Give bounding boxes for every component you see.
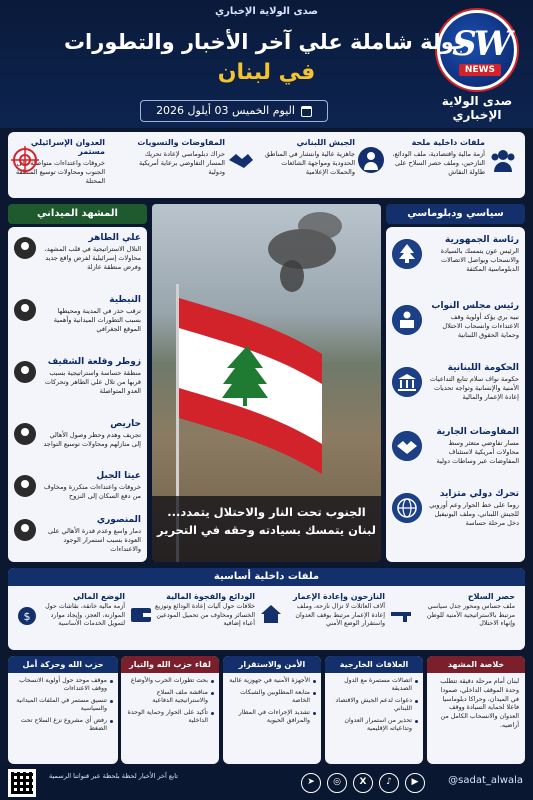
- item-text: منطقة حساسة واستراتيجية بسبب قربها من تلال علي الطاهر وتحركات العدو المتواصلة: [44, 369, 141, 395]
- item-title: تحرك دولي متزايد: [439, 489, 519, 499]
- hezbollah-tayyar-card: [121, 656, 219, 764]
- location-pin-icon: [14, 475, 36, 497]
- top-cell-text: جاهزية عالية وانتشار في المناطق الحدودية ومواجهة الشائعات والحملات الإعلامية: [264, 150, 355, 176]
- item-title: زوطر وقلعة الشقيف: [47, 357, 141, 367]
- item-title: الحكومة اللبنانية: [447, 363, 519, 373]
- list-item: دعوات لدعم الجيش والاقتصاد اللبناني: [329, 697, 418, 713]
- item-title: علي الطاهر: [88, 233, 141, 243]
- soldier-icon: [357, 146, 385, 174]
- list-item: موقف موحد حول أولوية الانسحاب ووقف الاعتداءات: [12, 677, 113, 693]
- target-icon: [11, 146, 39, 174]
- top-cell-title: المفاوضات والتسويات: [137, 138, 225, 147]
- political-card: [386, 227, 525, 562]
- list-item: اتصالات مستمرة مع الدول الصديقة: [329, 677, 418, 693]
- top-cell-title: العدوان الإسرائيلي مستمر: [30, 138, 105, 156]
- amal-header: حزب الله وحركة أمل: [8, 656, 118, 673]
- security-header: الأمن والاستقرار: [223, 656, 321, 673]
- money-bag-icon: [15, 602, 39, 626]
- summary-text: لبنان أمام مرحلة دقيقة تتطلب وحدة الموقف الداخلي، صمودا في الميدان، وحراكا دبلوماسيا فاعلا لحماية السيادة ووقف العدوان والانسحاب الكامل من أراضيه.: [440, 678, 519, 730]
- foreign-header: العلاقات الخارجية: [325, 656, 423, 673]
- item-text: أزمة مالية خانقة، نقاشات حول الموازنة، العجز، وإيجاد موارد لتمويل الخدمات الأساسية: [45, 603, 125, 627]
- item-text: تجريف وهدم وحظر وصول الأهالي إلى منازلهم ومحاولات توسيع التواجد: [43, 431, 141, 448]
- cedar-icon: [392, 239, 422, 269]
- logo-name: صدى الولاية الإخباري: [441, 94, 513, 122]
- field-item: [8, 471, 147, 501]
- page-title: جولة شاملة علي آخر الأخبار والتطورات: [63, 30, 470, 54]
- top-cell-text: خروقات واعتداءات متواصلة على الجنوب ومحاولات توسيع المنطقة المحتلة: [15, 159, 105, 185]
- list-item: تحذير من استمرار العدوان وتداعياته الإقليمية: [329, 717, 418, 733]
- list-item: متابعة المطلوبين والشبكات الخاصة: [227, 689, 316, 705]
- item-text: روما على خط الحوار وعم أوروبي للجيش اللبناني، وملف اليونيفيل دخل مرحلة حساسة: [429, 501, 519, 527]
- item-text: خلافات حول آليات إعادة الودائع وتوزيع الخسائر ومخاوف من تحميل المودعين أعباء إضافية: [155, 603, 255, 627]
- list-item: الأجهزة الأمنية في جهوزية عالية: [227, 677, 316, 685]
- page-subtitle: في لبنان: [217, 60, 316, 85]
- location-pin-icon: [14, 519, 36, 541]
- top-brand: صدى الولاية الإخباري: [214, 6, 319, 17]
- field-header: المشهد الميداني: [8, 204, 147, 224]
- internal-files: [8, 568, 525, 650]
- top-cell-army: [255, 138, 355, 194]
- wallet-icon: [129, 602, 153, 626]
- item-title: حصر السلاح: [467, 592, 515, 601]
- political-item: [386, 489, 525, 527]
- item-text: ملف حساس ومحور جدل سياسي مرتبط بالاستراتيجية الأمنية للوطن وإنهاء الاحتلال: [426, 603, 515, 627]
- date-box: [140, 100, 328, 122]
- item-text: الرئيس عون يتمسك بالسيادة والانسحاب ويواصل الاتصالات الدبلوماسية المكثفة: [440, 247, 519, 273]
- location-pin-icon: [14, 361, 36, 383]
- tiktok-icon[interactable]: ♪: [379, 773, 399, 793]
- top-cell-negotiations: [125, 138, 225, 194]
- field-item: [8, 515, 147, 553]
- summary-header: خلاصة المشهد: [427, 656, 525, 673]
- caption-line1: الجنوب تحت النار والاحتلال يتمدد...: [167, 505, 366, 519]
- handshake-icon: [227, 146, 255, 174]
- social-handle[interactable]: @sadat_alwala: [448, 775, 523, 786]
- internal-item: [415, 592, 515, 648]
- follow-text: تابع آخر الأخبار لحظة بلحظة عبر قنواتنا الرسمية: [49, 772, 178, 780]
- top-cell-internal: [385, 138, 485, 194]
- list-item: مناقشة ملف السلاح والاستراتيجية الدفاعية: [125, 689, 214, 705]
- top-cell-title: الجيش اللبناني: [296, 138, 355, 147]
- top-cell-text: حراك دبلوماسي لإعادة تحريك المسار التفاوضي برعاية أمريكية ودولية: [138, 150, 225, 176]
- logo-sw: SW: [452, 24, 509, 64]
- list-item: بحث تطورات الحرب والأوضاع: [125, 677, 214, 685]
- building-icon: [392, 367, 422, 397]
- item-text: مسار تفاوضي متعثر وسط محاولات أمريكية لاستئناف المفاوضات عبر وساطات دولية: [436, 439, 519, 465]
- field-card: [8, 227, 147, 562]
- summary-card: [427, 656, 525, 764]
- political-item: [386, 235, 525, 273]
- list-item: تشديد الإجراءات في المطار والمرافق الحيوية: [227, 709, 316, 725]
- x-icon[interactable]: X: [353, 773, 373, 793]
- date-text: اليوم الخميس 03 أيلول 2026: [156, 104, 295, 117]
- footer: [0, 766, 533, 800]
- weapon-icon: [389, 602, 413, 626]
- globe-icon: [392, 493, 422, 523]
- field-item: [8, 295, 147, 333]
- item-text: ترقب حذر في المدينة ومحيطها بسبب التطورات الميدانية وأهمية الموقع الجغرافي: [53, 307, 141, 333]
- home-icon: [259, 602, 283, 626]
- location-pin-icon: [14, 299, 36, 321]
- item-title: الودائع والفجوة المالية: [166, 592, 255, 601]
- svg-text:$: $: [23, 610, 31, 623]
- meeting-header: لقاء حزب الله والتيار: [121, 656, 219, 673]
- item-text: نبيه بري يؤكد أولوية وقف الاعتداءات وانسحاب الاحتلال وحماية الحقوق اللبنانية: [442, 313, 519, 339]
- political-header: سياسي ودبلوماسي: [386, 204, 525, 224]
- item-title: حاريص: [110, 419, 141, 429]
- qr-code-icon[interactable]: [8, 769, 36, 797]
- field-item: [8, 233, 147, 271]
- field-item: [8, 419, 147, 449]
- photo-caption: [152, 496, 381, 562]
- telegram-icon[interactable]: ➤: [301, 773, 321, 793]
- security-card: [223, 656, 321, 764]
- internal-item: [285, 592, 385, 648]
- item-title: النبطية: [109, 295, 141, 305]
- people-icon: [489, 146, 517, 174]
- list-item: تنسيق مستمر في الملفات الميدانية والسياسية: [12, 697, 113, 713]
- speaker-icon: [392, 305, 422, 335]
- calendar-icon: [301, 106, 312, 117]
- top-cell-text: أزمة مالية واقتصادية، ملف الودائع، النازحين، وملف حصر السلاح على طاولة النقاش: [392, 150, 485, 176]
- item-text: حكومة نواف سلام تتابع التداعيات الأمنية والإنسانية وتواجه تحديات إعادة الإعمار والمالية: [429, 375, 519, 401]
- top-strip: [8, 132, 525, 198]
- internal-header: ملفات داخلية أساسية: [8, 568, 525, 586]
- list-item: رفض أي مشروع نزع السلاح تحت الضغط: [12, 717, 113, 733]
- internal-item: [45, 592, 125, 648]
- item-text: التلال الاستراتيجية في قلب المشهد، محاولات إسرائيلية لفرض واقع جديد وفرض منطقة عازلة: [44, 245, 141, 271]
- top-cell-title: ملفات داخلية ملحة: [411, 138, 485, 147]
- caption-line2: لبنان يتمسك بسيادته وحقه في التحرير: [157, 522, 376, 537]
- field-item: [8, 357, 147, 395]
- political-item: [386, 427, 525, 465]
- item-title: الوضع المالي: [73, 592, 125, 601]
- logo-news: NEWS: [459, 64, 501, 76]
- political-item: [386, 301, 525, 339]
- item-title: المفاوضات الجارية: [436, 427, 519, 437]
- hezbollah-amal-card: [8, 656, 118, 764]
- list-item: تأكيد على الحوار وحماية الوحدة الداخلية: [125, 709, 214, 725]
- item-title: رئاسة الجمهورية: [445, 235, 519, 245]
- logo: [431, 8, 523, 122]
- foreign-relations-card: [325, 656, 423, 764]
- item-title: النازحون وإعادة الإعمار: [293, 592, 385, 601]
- handshake-icon: [392, 431, 422, 461]
- instagram-icon[interactable]: ◎: [327, 773, 347, 793]
- item-title: المنصوري: [96, 515, 141, 525]
- item-text: دمار واسع وعدم قدرة الأهالي على العودة بسبب استمرار الوجود والاعتداءات: [48, 527, 141, 553]
- internal-item: [155, 592, 255, 648]
- youtube-icon[interactable]: ▶: [405, 773, 425, 793]
- item-title: رئيس مجلس النواب: [431, 301, 519, 311]
- item-text: آلاف العائلات لا تزال نازحة، وملف إعادة الإعمار مرتبط بوقف العدوان واستقرار الوضع الأمني: [295, 603, 385, 627]
- political-item: [386, 363, 525, 401]
- location-pin-icon: [14, 237, 36, 259]
- item-title: عيتا الجبل: [96, 471, 141, 481]
- location-pin-icon: [14, 423, 36, 445]
- item-text: خروقات واعتداءات متكررة ومخاوف من دفع السكان إلى النزوح: [44, 483, 141, 500]
